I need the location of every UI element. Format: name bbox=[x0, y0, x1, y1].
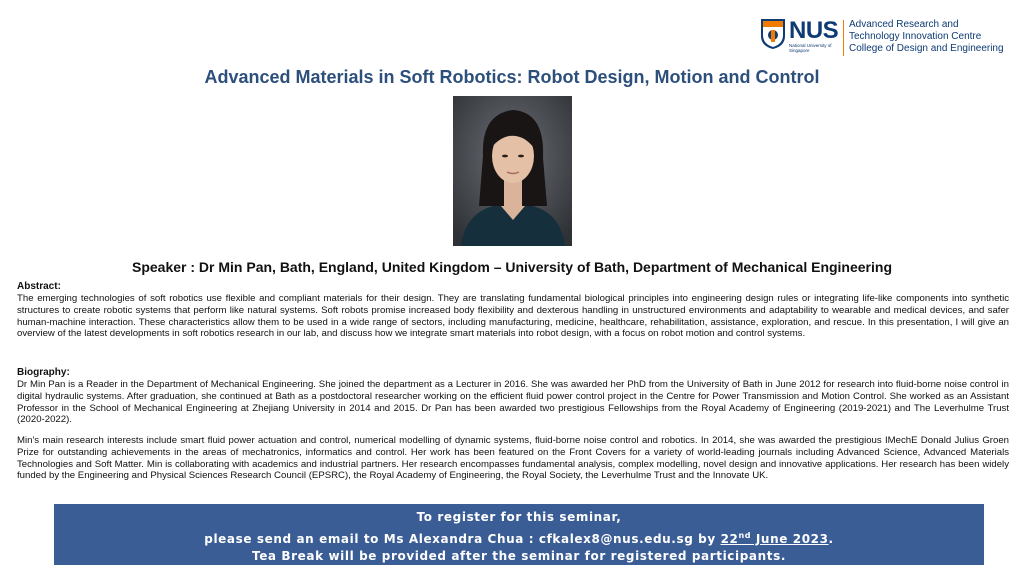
abstract-text: The emerging technologies of soft robotics use flexible and compliant materials for their design. They are translating fundamental biological principles into engineering design rules or integrating life-like components into synthetic structures to create robotic systems that perform like natural systems. Soft robots promise increased body flexibility and dexterous handling in unstructured environments and adaptability to wearable and medical devices, and safer human-machine interaction. These characteristics allow them to be used in a wide range of sectors, including manufacturing, medicine, healthcare, rehabilitation, assistance, exploration, and rescue. In this presentation, I will give an overview of the latest developments in soft robotics research in our lab, and discuss how we integrate smart materials into robot design, with a focus on robot motion and control systems. bbox=[17, 293, 1009, 340]
banner-line-2: please send an email to Ms Alexandra Chua : cfkalex8@nus.edu.sg by 22nd June 2023. bbox=[204, 530, 834, 546]
unit-line: Technology Innovation Centre bbox=[849, 31, 982, 42]
registration-banner bbox=[54, 504, 984, 565]
banner-line-3: Tea Break will be provided after the seminar for registered participants. bbox=[252, 549, 786, 563]
registration-deadline: 22nd June 2023 bbox=[720, 530, 829, 546]
nus-cde-logo bbox=[760, 18, 1010, 58]
nus-subtext: National University of Singapore bbox=[789, 43, 832, 53]
unit-name bbox=[849, 19, 1019, 55]
biography-paragraph-1: Dr Min Pan is a Reader in the Department of Mechanical Engineering. She joined the department as a Lecturer in 2016. She was awarded her PhD from the University of Bath in June 2012 for research into fluid-borne noise control in digital hydraulic systems. After graduation, she continued at Bath as a postdoctoral researcher working on the efficient fluid power control project in the Centre for Power Transmission and Motion Control. She worked as an Assistant Professor in the School of Mechanical Engineering at Zhejiang University in 2014 and 2015. Dr Pan has been awarded two prestigious Fellowships from the Royal Academy of Engineering (2019-2021) and The Leverhulme Trust (2020-2022). bbox=[17, 379, 1009, 426]
logo-divider bbox=[843, 20, 844, 56]
nus-wordmark: NUS bbox=[789, 17, 839, 44]
nus-crest-icon bbox=[760, 18, 786, 50]
biography-paragraph-2: Min's main research interests include smart fluid power actuation and control, numerical modelling of dynamic systems, fluid-borne noise control and robotics. In 2014, she was awarded the prestigious IMechE Donald Julius Groen Prize for outstanding achievements in the areas of mechatronics, informatics and control. Her work has been featured on the Front Covers for a variety of world-leading journals including Advanced Science, Advanced Materials Technologies and Soft Matter. Min is collaborating with academics and industrial partners. Her research encompasses fundamental analysis, complex modelling, novel design and innovative applications. Her research has been widely funded by the Engineering and Physical Sciences Research Council (EPSRC), the Royal Academy of Engineering, the Royal Society, the Leverhulme Trust and the Innovate UK. bbox=[17, 435, 1009, 482]
unit-line: Advanced Research and bbox=[849, 19, 959, 30]
biography-heading: Biography: bbox=[17, 367, 70, 378]
banner-line-2-text: please send an email to Ms Alexandra Chua : cfkalex8@nus.edu.sg by bbox=[204, 531, 721, 546]
unit-line: College of Design and Engineering bbox=[849, 43, 1004, 54]
speaker-line: Speaker : Dr Min Pan, Bath, England, United Kingdom – University of Bath, Department of Mechanical Engineering bbox=[132, 259, 892, 275]
abstract-heading: Abstract: bbox=[17, 281, 61, 292]
speaker-portrait bbox=[453, 96, 572, 246]
seminar-title: Advanced Materials in Soft Robotics: Robot Design, Motion and Control bbox=[204, 67, 820, 87]
banner-line-1: To register for this seminar, bbox=[416, 510, 622, 524]
speaker-photo bbox=[453, 96, 572, 246]
